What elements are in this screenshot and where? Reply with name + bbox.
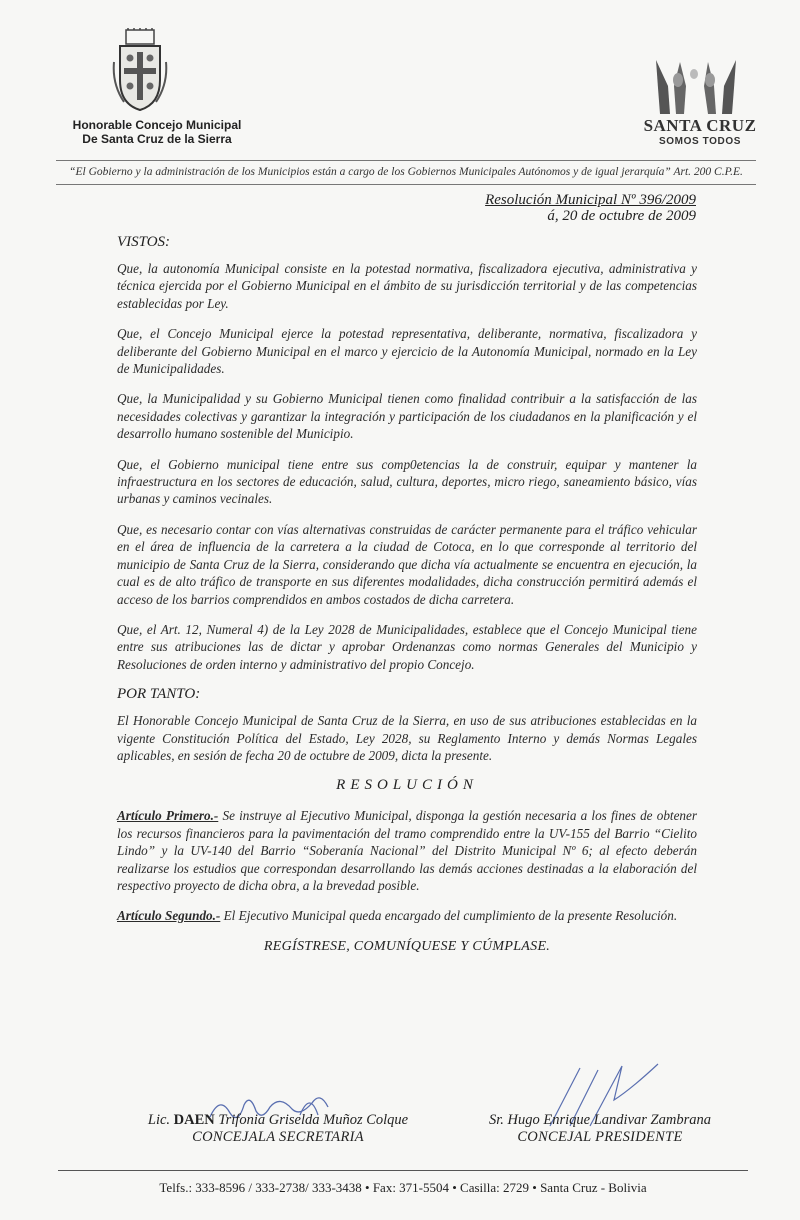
header-divider [56, 160, 756, 161]
council-name-line2: De Santa Cruz de la Sierra [82, 132, 232, 146]
president-signature-block [455, 1112, 745, 1146]
footer-divider [58, 1170, 748, 1171]
council-name-line1: Honorable Concejo Municipal [72, 118, 242, 132]
brand-title: SANTA CRUZ [643, 116, 757, 135]
article-first-label: Artículo Primero.- [117, 808, 219, 824]
resolution-title: RESOLUCIÓN [336, 777, 478, 794]
vistos-paragraph: Que, la Municipalidad y su Gobierno Municipal tienen como finalidad contribuir a la satisfacción de las necesidades colectivas y garantizar la integración y participación de los ciudadanos en la planificación y el desarrollo humano sostenible del Municipio. [117, 391, 697, 442]
president-name: Sr. Hugo Enrique Landivar Zambrana [489, 1112, 711, 1128]
secretary-degree: DAEN [173, 1112, 215, 1128]
vistos-heading: VISTOS: [117, 234, 171, 250]
closing-formula: REGÍSTRESE, COMUNÍQUESE Y CÚMPLASE. [263, 938, 551, 954]
secretary-signature-block [128, 1112, 428, 1146]
secretary-title-prefix: Lic. [147, 1112, 174, 1128]
resolution-number: Resolución Municipal Nº 396/2009 [485, 192, 696, 208]
coat-of-arms-icon [112, 28, 168, 112]
constitution-motto: “El Gobierno y la administración de los Municipios están a cargo de los Gobiernos Municipales Autónomos y de igual jerarquía” Art. 200 C.P.E. [69, 166, 743, 178]
article-second-label: Artículo Segundo.- [117, 908, 221, 924]
contact-footer: Telfs.: 333-8596 / 333-2738/ 333-3438 • Fax: 371-5504 • Casilla: 2729 • Santa Cruz - Bolivia [159, 1180, 647, 1195]
secretary-name [128, 1112, 428, 1129]
article-second [117, 907, 697, 924]
vistos-paragraph: Que, el Art. 12, Numeral 4) de la Ley 2028 de Municipalidades, establece que el Concejo Municipal tiene entre sus atribuciones las de dictar y aprobar Ordenanzas como normas Generales del Municipio y Resoluciones de orden interno y administrativo del propio Concejo. [117, 621, 697, 672]
vistos-paragraph: Que, el Gobierno municipal tiene entre sus comp0etencias la de construir, equipar y mantener la infraestructura en los sectores de educación, salud, cultura, deportes, micro riego, saneamiento básico, vías urbanas y caminos vecinales. [117, 456, 697, 507]
secretary-full-name: Trifonia Griselda Muñoz Colque [214, 1112, 409, 1128]
vistos-paragraph: Que, la autonomía Municipal consiste en la potestad normativa, fiscalizadora ejecutiva, administrativa y técnica ejercida por el Gobierno Municipal en el ámbito de su jurisdicción territorial y de las competencias establecidas por Ley. [117, 261, 697, 311]
por-tanto-heading: POR TANTO: [117, 686, 201, 703]
article-first [117, 807, 697, 894]
vistos-paragraph: Que, el Concejo Municipal ejerce la potestad representativa, deliberante, normativa, fiscalizadora y deliberante del Gobierno Municipal en el marco y ejercicio de la Autonomía Municipal, normado en la Ley de Municipalidades. [117, 326, 697, 377]
vistos-paragraph: Que, es necesario contar con vías alternativas construidas de carácter permanente para el tráfico vehicular en el área de influencia de la carretera a la ciudad de Cotoca, en lo que corresponde al territorio del municipio de Santa Cruz de la Sierra, considerando que dicha vía actualmente se encuentra en ejecución, la cual es de alto tráfico de transporte en sus diferentes modalidades, dicha construcción permitirá además el acceso de los barrios comprendidos en ambos costados de dicha carretera. [117, 521, 697, 607]
article-first-text: Se instruye al Ejecutivo Municipal, disponga la gestión necesaria a los fines de obtener los recursos financieros para la pavimentación del tramo comprendido entre la UV-155 del Barrio “Cielito Lindo” y la UV-140 del Barrio “Soberanía Nacional” del Distrito Municipal Nº 6; al efecto deberán realizarse los estudios que correspondan desarrollando las demás acciones destinadas a la elaboración del respectivo proyecto de dicha obra, a la brevedad posible. [117, 808, 698, 893]
secretary-role: CONCEJALA SECRETARIA [192, 1129, 364, 1145]
motto-divider [56, 184, 756, 185]
president-role: CONCEJAL PRESIDENTE [517, 1129, 683, 1145]
por-tanto-paragraph: El Honorable Concejo Municipal de Santa Cruz de la Sierra, en uso de sus atribuciones establecidas en la vigente Constitución Política del Estado, Ley 2028, su Reglamento Interno y demás Normas Legales aplicables, en sesión de fecha 20 de octubre de 2009, dicta la presente. [117, 713, 697, 763]
council-name [62, 118, 252, 146]
resolution-body [117, 234, 697, 955]
brand-subtitle: SOMOS TODOS [659, 136, 741, 147]
article-second-text: El Ejecutivo Municipal queda encargado del cumplimiento de la presente Resolución. [220, 908, 678, 924]
resolution-date: á, 20 de octubre de 2009 [547, 208, 696, 224]
